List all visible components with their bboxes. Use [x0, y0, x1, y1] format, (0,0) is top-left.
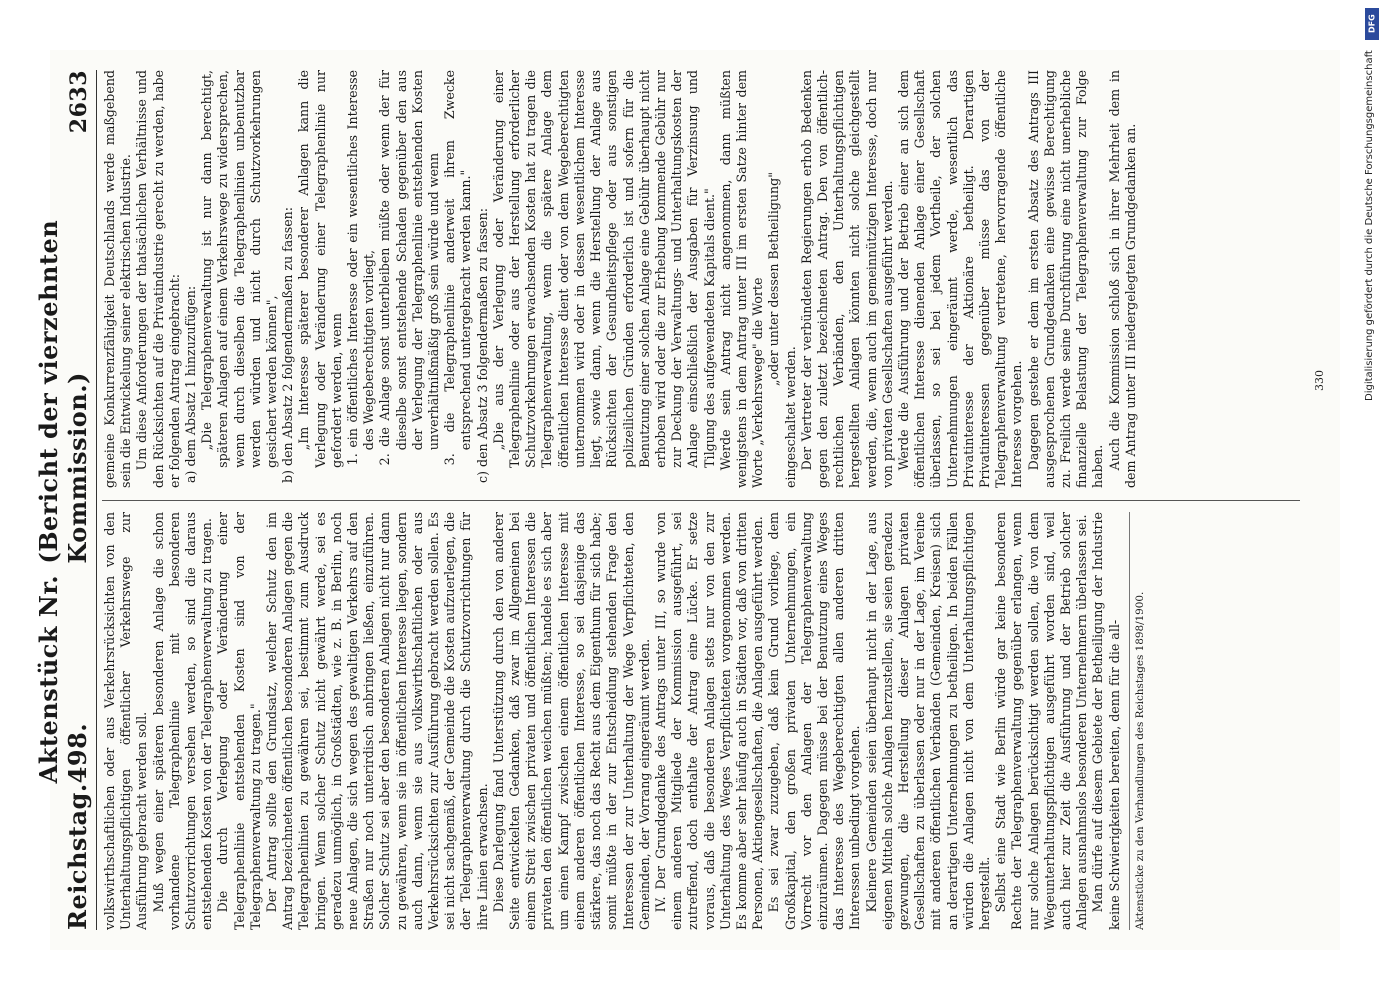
paragraph: volkswirthschaftlichen oder aus Verkehrsrücksichten von den Unterhaltungspflichtigen öffentlicher Verkehrswege zur Ausführung gebracht werden soll. [102, 512, 150, 930]
paragraph: 2. die Anlage sonst unterbleiben müßte oder wenn der für dieselbe sonst entstehende Schaden gegenüber den aus der Verlegung der Telegraphenlinie entstehenden Kosten unverhältnißmäßig groß sein würde und wenn [377, 70, 442, 466]
paragraph: eingeschaltet werden. [782, 346, 798, 488]
paragraph: Diese Darlegung fand Unterstützung durch den von anderer Seite entwickelten Gedanken, daß zwar im Allgemeinen bei einem Streit zwischen privaten und öffentlichen Interessen die privaten den öffentlichen weichen müßten; handele es sich aber um einen Kampf zwischen einem öffentlichen Interesse mit einem anderen öffentlichen Interesse, so sei dasjenige das stärkere, das noch das Recht aus dem Eigenthum für sich habe; somit müßte in der zur Entscheidung stehenden Frage den Interessen der zur Unterhaltung der Wege Verpflichteten, den Gemeinden, der Vorrang eingeräumt werden. [490, 512, 652, 930]
column-divider [102, 500, 1300, 501]
paragraph: Auch die Kommission schloß sich in ihrer Mehrheit dem in dem Antrag unter III niedergelegten Grundgedanken an. [1106, 70, 1138, 488]
paragraph: b) den Absatz 2 folgendermaßen zu fassen: [280, 206, 296, 483]
header-center: Aktenstück Nr. 498. [34, 574, 92, 784]
dfg-stamp: DFG [1365, 8, 1379, 40]
paragraph: 1. ein öffentliches Interesse oder ein wesentliches Interesse des Wegeberechtigten vorliegt, [345, 70, 377, 466]
paragraph: Die durch Verlegung oder Veränderung einer Telegraphenlinie entstehenden Kosten sind von der Telegraphenverwaltung zu tragen." [215, 512, 263, 930]
paragraph: Der Vertreter der verbündeten Regierungen erhob Bedenken gegen den zuletzt bezeichneten Antrag. Den von öffentlich-rechtlichen Verbänden, den Unterhaltungspflichtigen hergestellten Anlagen könnten nicht solche gleichgestellt werden, die, wenn auch im gemeinnützigen Interesse, doch nur von privaten Gesellschaften ausgeführt werden. [798, 70, 895, 488]
folio-number: 330 [1313, 370, 1326, 391]
page-number: 2633 [66, 70, 92, 134]
header-left: Reichstag. [63, 783, 92, 930]
paragraph: „oder unter dessen Betheiligung" [766, 172, 782, 386]
paragraph: Es sei zwar zuzugeben, daß kein Grund vorliege, dem Großkapital, den großen privaten Unternehmungen, ein Vorrecht vor den Anlagen der Telegraphenverwaltung einzuräumen. Dagegen müsse bei der Benutzung eines Weges das Interesse des Wegeberechtigten allen anderen dritten Interessen unbedingt vorgehen. [766, 512, 863, 930]
paragraph: „Die Telegraphenverwaltung ist nur dann berechtigt, späteren Anlagen auf einem Verkehrswege zu widersprechen, wenn durch dieselben die Telegraphenlinien unbenutzbar werden würden und nicht durch Schutzvorkehrungen gesichert werden können", [199, 70, 280, 468]
left-column [102, 512, 1300, 930]
paragraph: 3. die Telegraphenlinie anderweit ihrem Zwecke entsprechend untergebracht werden kann." [442, 70, 474, 466]
paragraph: c) den Absatz 3 folgendermaßen zu fassen: [474, 207, 490, 483]
paragraph: Der Antrag sollte den Grundsatz, welcher Schutz den im Antrag bezeichneten öffentlichen besonderen Anlagen gegen die Telegraphenlinien zu gewähren sei, bestimmt zum Ausdruck bringen. Wenn solcher Schutz nicht gewährt werde, sei es geradezu unmöglich, in Großstädten, wie z. B. in Berlin, noch neue Anlagen, die sich wegen des gewaltigen Verkehrs auf den Straßen nur noch unterirdisch anbringen ließen, einzuführen. Solcher Schutz sei aber den besonderen Anlagen nicht nur dann zu gewähren, wenn sie im öffentlichen Interesse liegen, sondern auch dann, wenn sie aus volkswirthschaftlichen oder aus Verkehrsrücksichten zur Ausführung gebracht werden sollen. Es sei nicht sachgemäß, der Gemeinde die Kosten aufzuerlegen, die der Telegraphenverwaltung durch die Schutzvorrichtungen für ihre Linien erwachsen. [264, 512, 490, 930]
paragraph: Werde die Ausführung und der Betrieb einer an sich dem öffentlichen Interesse dienenden Anlage einer Gesellschaft überlassen, so sei bei jedem Vortheile, der solchen Unternehmungen eingeräumt werde, wesentlich das Privatinteresse der Aktionäre betheiligt. Derartigen Privatinteressen gegenüber müsse das von der Telegraphenverwaltung vertretene, hervorragende öffentliche Interesse vorgehen. [895, 70, 1025, 488]
rotated-document-page [34, 50, 1340, 950]
page-header [34, 70, 97, 930]
paragraph: „Im Interesse späterer besonderer Anlagen kann die Verlegung oder Veränderung einer Telegraphenlinie nur gefordert werden, wenn [296, 70, 344, 468]
paragraph: Kleinere Gemeinden seien überhaupt nicht in der Lage, aus eigenen Mitteln solche Anlagen herzustellen, sie seien geradezu gezwungen, die Herstellung dieser Anlagen privaten Gesellschaften zu überlassen oder nur in der Lage, im Vereine mit anderen öffentlichen Verbänden (Gemeinden, Kreisen) sich an derartigen Unternehmungen zu betheiligen. In beiden Fällen würden die Anlagen nicht von dem Unterhaltungspflichtigen hergestellt. [863, 512, 992, 930]
paragraph: a) dem Absatz 1 hinzuzufügen: [183, 285, 199, 483]
paragraph: Werde sein Antrag nicht angenommen, dann müßten wenigstens in dem Antrag unter III im ersten Satze hinter dem Worte „Verkehrswege" die Worte [717, 70, 766, 488]
paragraph: Man dürfe auf diesem Gebiete der Betheiligung der Industrie keine Schwierigkeiten bereiten, denn für die all- [1090, 512, 1122, 930]
paragraph: IV. Der Grundgedanke des Antrags unter III, so wurde von einem anderen Mitgliede der Kommission ausgeführt, sei zutreffend, doch enthalte der Antrag eine Lücke. Er setze voraus, daß die besonderen Anlagen stets nur von den zur Unterhaltung des Weges Verpflichteten vorgenommen werden. Es komme aber sehr häufig auch in Städten vor, daß von dritten Personen, Aktiengesellschaften, die Anlagen ausgeführt werden. [652, 512, 766, 930]
paragraph: Um diese Anforderungen der thatsächlichen Verhältnisse und den Rücksichten auf die Privatindustrie gerecht zu werden, habe er folgenden Antrag eingebracht: [134, 70, 182, 488]
paragraph: Muß wegen einer späteren besonderen Anlage die schon vorhandene Telegraphenlinie mit besonderen Schutzvorrichtungen versehen werden, so sind die daraus entstehenden Kosten von der Telegraphenverwaltung zu tragen. [150, 512, 215, 930]
paragraph: gemeine Konkurrenzfähigkeit Deutschlands werde maßgebend sein die Entwickelung seiner elektrischen Industrie. [102, 70, 134, 488]
paragraph: Selbst eine Stadt wie Berlin würde gar keine besonderen Rechte der Telegraphenverwaltung gegenüber erlangen, wenn nur solche Anlagen berücksichtigt werden sollen, die von dem Wegeunterhaltungspflichtigen ausgeführt worden sind, weil auch hier zur Zeit die Ausführung und der Betrieb solcher Anlagen ausnahmslos besonderen Unternehmern überlassen sei. [993, 512, 1090, 930]
paragraph: Dagegen gestehe er dem im ersten Absatz des Antrags III ausgesprochenen Grundgedanken eine gewisse Berechtigung zu. Freilich werde seine Durchführung eine nicht unerhebliche finanzielle Belastung der Telegraphenverwaltung zur Folge haben. [1025, 70, 1106, 488]
right-column [102, 70, 1300, 488]
digitization-credit: Digitalisierung gefördert durch die Deutsche Forschungsgemeinschaft [1364, 50, 1375, 401]
header-right: (Bericht der vierzehnten Kommission.) [34, 219, 92, 564]
footer-note: Aktenstücke zu den Verhandlungen des Reichstages 1898/1900. [1129, 512, 1148, 930]
paragraph: „Die aus der Verlegung oder Veränderung einer Telegraphenlinie oder aus der Herstellung erforderlicher Schutzvorkehrungen erwachsenden Kosten hat zu tragen die Telegraphenverwaltung, wenn die spätere Anlage dem öffentlichen Interesse dient oder von dem Wegeberechtigten unternommen wird oder in dessen wesentlichem Interesse liegt, sowie dann, wenn die Herstellung der Anlage aus Rücksichten der Gesundheitspflege oder aus sonstigen polizeilichen Gründen erforderlich ist und sofern für die Benutzung einer solchen Anlage eine Gebühr überhaupt nicht erhoben wird oder die zur Erhebung kommende Gebühr nur zur Deckung der Verwaltungs- und Unterhaltungskosten der Anlage einschließlich der Ausgaben für Verzinsung und Tilgung des aufgewendeten Kapitals dient." [490, 70, 717, 468]
